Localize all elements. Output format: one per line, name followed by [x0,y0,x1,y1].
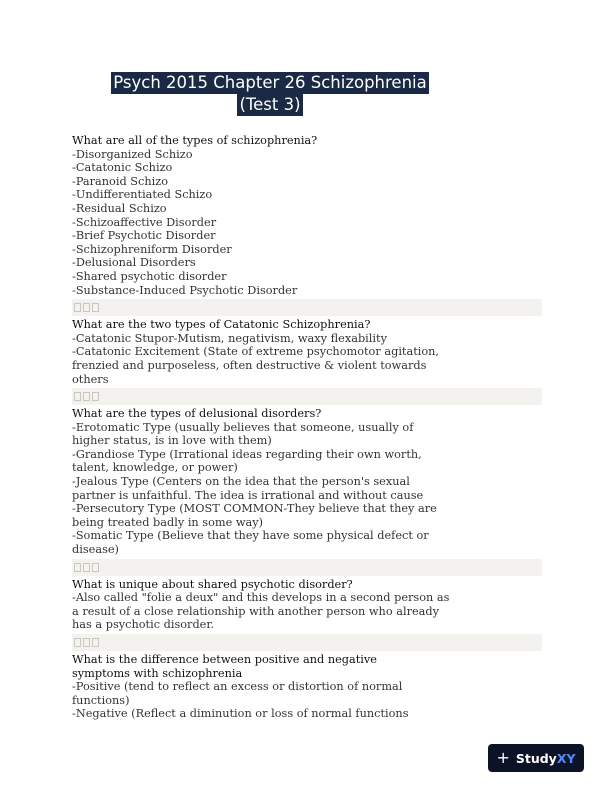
brand-prefix: Study [515,750,557,766]
flashcard-5 [72,653,542,721]
answer-line: -Catatonic Stupor-Mutism, negativism, waxy flexability [72,331,387,345]
answer-line: -Positive (tend to reflect an excess or distortion of normal [72,680,403,694]
answer-line: -Erotomatic Type (usually believes that someone, usually of [72,420,414,434]
answer-line: -Negative (Reflect a diminution or loss of normal functions [72,707,409,721]
title-line-2: (Test 3) [239,95,301,114]
placeholder-glyph-icon [74,638,81,647]
answer-line: partner is unfaithful. The idea is irrational and without cause [72,488,424,502]
title-line-1: Psych 2015 Chapter 26 Schizophrenia [113,73,427,92]
placeholder-glyph-icon [74,563,81,572]
answer-line: disease) [72,543,119,557]
answer-line: -Catatonic Excitement (State of extreme psychomotor agitation, [72,345,440,359]
brand-suffix: XY [556,750,576,766]
document-title [60,72,480,116]
answer-line: -Residual Schizo [72,201,167,215]
card-separator [72,299,542,316]
answer-line: -Persecutory Type (MOST COMMON-They believe that they are [72,502,437,516]
answer-line: frenzied and purposeless, often destructive & violent towards [72,358,427,372]
answer-line: -Somatic Type (Believe that they have some physical defect or [72,529,429,543]
placeholder-glyph-icon [92,392,99,401]
question: What are the two types of Catatonic Schizophrenia? [72,318,371,332]
answer-line: -Shared psychotic disorder [72,269,227,283]
plus-icon: + [496,748,510,767]
answer-line: -Grandiose Type (Irrational ideas regarding their own worth, [72,447,422,461]
flashcard-2 [72,318,542,386]
placeholder-glyph-icon [74,392,81,401]
answer-line: talent, knowledge, or power) [72,461,238,475]
placeholder-glyph-icon [83,563,90,572]
answer-line: a result of a close relationship with another person who already [72,604,440,618]
placeholder-glyph-icon [83,303,90,312]
answer-line: being treated badly in some way) [72,515,264,529]
placeholder-glyph-icon [83,392,90,401]
answer-line: -Substance-Induced Psychotic Disorder [72,283,298,297]
flashcard-1 [72,134,542,297]
question: What is the difference between positive and negative symptoms with schizophrenia [72,653,377,680]
answer-line: -Jealous Type (Centers on the idea that the person's sexual [72,475,410,489]
card-separator [72,559,542,576]
placeholder-glyph-icon [74,303,81,312]
answer-line: -Undifferentiated Schizo [72,188,213,202]
flashcard-4 [72,578,542,632]
answer-line: has a psychotic disorder. [72,618,215,632]
placeholder-glyph-icon [92,303,99,312]
answer-line: functions) [72,693,130,707]
answer-line: others [72,372,109,386]
answer-line: higher status, is in love with them) [72,434,272,448]
card-separator [72,388,542,405]
answer-line: -Disorganized Schizo [72,147,193,161]
studyxy-badge[interactable] [488,744,584,772]
card-separator [72,634,542,651]
answer-line: -Paranoid Schizo [72,174,169,188]
flashcard-3 [72,407,542,557]
question: What are all of the types of schizophrenia? [72,134,318,147]
question: What are the types of delusional disorders? [72,407,322,421]
placeholder-glyph-icon [83,638,90,647]
answer-line: -Catatonic Schizo [72,161,173,175]
placeholder-glyph-icon [92,638,99,647]
question: What is unique about shared psychotic disorder? [72,577,353,591]
placeholder-glyph-icon [92,563,99,572]
answer-line: -Delusional Disorders [72,256,196,270]
answer-line: -Schizoaffective Disorder [72,215,217,229]
answer-line: -Schizophreniform Disorder [72,242,232,256]
brand-name [516,751,576,766]
flashcard-list [72,134,542,721]
answer-line: -Brief Psychotic Disorder [72,229,216,243]
answer-line: -Also called "folie a deux" and this develops in a second person as [72,591,450,605]
